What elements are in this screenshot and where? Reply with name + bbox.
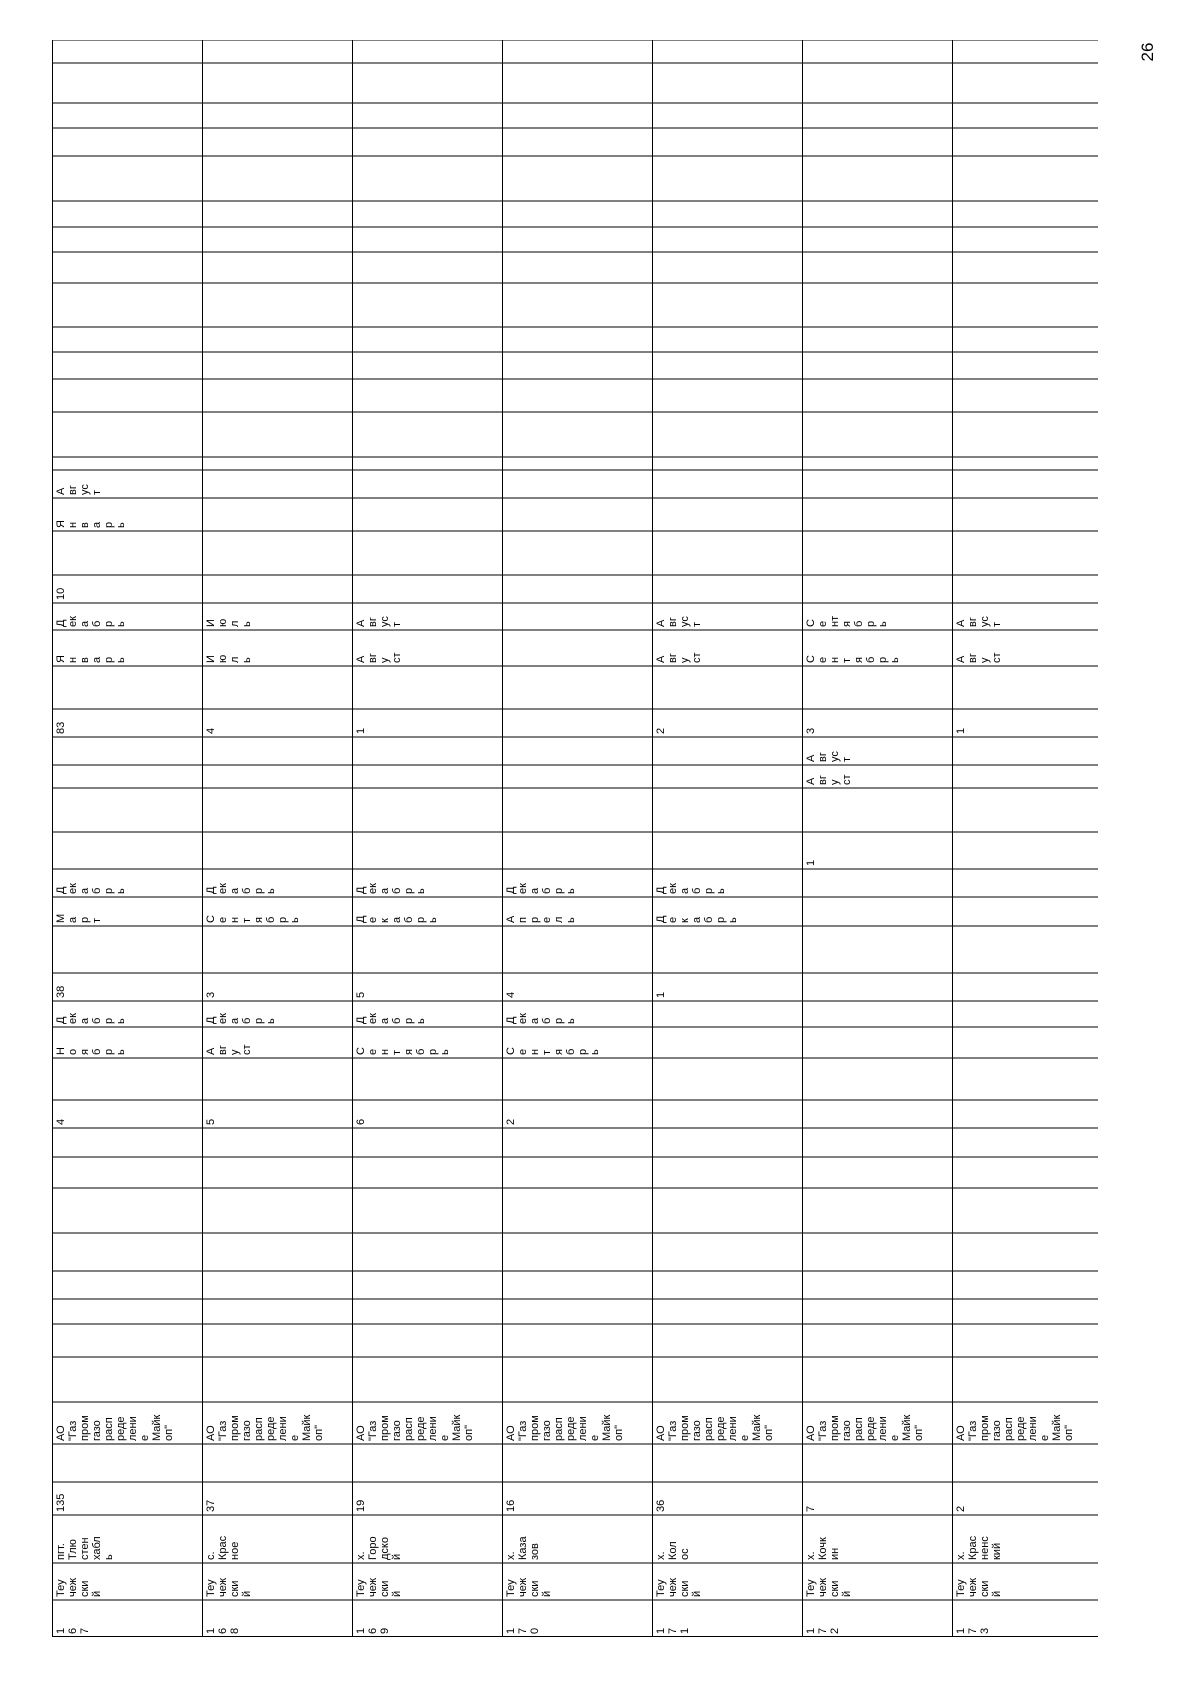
- table-cell: А вг у ст: [805, 774, 853, 785]
- table-cell: АО "Газ пром газо расп реде лени е Майк оп": [505, 1414, 625, 1441]
- table-cell: 4: [505, 991, 517, 998]
- table-cell: С е н т я б р ь: [505, 1047, 601, 1055]
- table-cell: 38: [55, 985, 67, 998]
- table-cell: 37: [205, 1499, 217, 1512]
- table-cell: 4: [205, 727, 217, 734]
- table-cell: А вг ус т: [655, 616, 703, 627]
- table-cell: 1 6 7: [55, 1627, 91, 1634]
- table-cell: 1 7 1: [655, 1627, 691, 1634]
- table-cell: 16: [505, 1499, 517, 1512]
- table-cell: 1: [955, 727, 967, 734]
- table-cell: 5: [205, 1118, 217, 1125]
- table-cell: 1 7 2: [805, 1627, 841, 1634]
- table-cell: 135: [55, 1493, 67, 1512]
- table-cell: Д ек а б р ь: [55, 883, 127, 894]
- table-cell: С е н т я б р ь: [805, 655, 901, 663]
- table-cell: 1: [355, 727, 367, 734]
- table-cell: А вг ус т: [805, 751, 853, 762]
- table-cell: Д ек а б р ь: [355, 1013, 427, 1024]
- table-cell: 1 7 0: [505, 1627, 541, 1634]
- table-cell: А вг ус т: [55, 484, 103, 495]
- table-cell: Теу чеж ски й: [55, 1577, 103, 1597]
- table-cell: 5: [355, 991, 367, 998]
- table-cell: Д ек а б р ь: [205, 883, 277, 894]
- table-cell: Д ек а б р ь: [655, 883, 727, 894]
- table-cell: С е н т я б р ь: [355, 1047, 451, 1055]
- table-cell: 1: [805, 859, 817, 866]
- table-cell: С е нт я б р ь: [805, 615, 889, 627]
- table-cell: АО "Газ пром газо расп реде лени е Майк оп": [955, 1414, 1075, 1441]
- table-cell: Д е к а б р ь: [355, 915, 439, 923]
- table-cell: А вг ус т: [355, 616, 403, 627]
- table-cell: х. Каза зов: [505, 1536, 541, 1560]
- table-cell: 6: [355, 1118, 367, 1125]
- table-cell: 2: [505, 1118, 517, 1125]
- table-cell: Д ек а б р ь: [505, 883, 577, 894]
- table-cell: А вг ус т: [955, 616, 1003, 627]
- table-cell: 4: [55, 1118, 67, 1125]
- page-number: 26: [1138, 42, 1157, 62]
- table-cell: х. Крас ненс кий: [955, 1535, 1003, 1560]
- table-cell: Я н в а р ь: [55, 655, 127, 663]
- table-cell: 7: [805, 1505, 817, 1512]
- table-cell: АО "Газ пром газо расп реде лени е Майк оп": [205, 1414, 325, 1441]
- table-cell: х. Кол ос: [655, 1541, 691, 1560]
- table-cell: И ю л ь: [205, 618, 253, 627]
- table-cell: 1: [655, 991, 667, 998]
- table-cell: АО "Газ пром газо расп реде лени е Майк оп": [55, 1414, 175, 1441]
- table-cell: 36: [655, 1499, 667, 1512]
- table-cell: АО "Газ пром газо расп реде лени е Майк оп": [355, 1414, 475, 1441]
- table-grid: [52, 40, 1098, 1637]
- table-cell: Д ек а б р ь: [55, 1013, 127, 1024]
- table-cell: х. Горо дско й: [355, 1536, 403, 1560]
- table-cell: Теу чеж ски й: [655, 1577, 703, 1597]
- table-cell: 3: [805, 727, 817, 734]
- table-cell: Теу чеж ски й: [505, 1577, 553, 1597]
- table-cell: Я н в а р ь: [55, 520, 127, 528]
- table-cell: Д ек а б р ь: [205, 1013, 277, 1024]
- table-cell: Д ек а б р ь: [55, 616, 127, 627]
- table-cell: 1 6 8: [205, 1627, 241, 1634]
- table-cell: Теу чеж ски й: [805, 1577, 853, 1597]
- table-cell: 2: [655, 727, 667, 734]
- table-cell: 1 7 3: [955, 1627, 991, 1634]
- table-cell: Теу чеж ски й: [205, 1577, 253, 1597]
- table-cell: х. Кочк ин: [805, 1537, 841, 1560]
- table-cell: 10: [55, 587, 67, 600]
- table-cell: пгт. Тлю стен хабл ь: [55, 1536, 115, 1560]
- table-cell: И ю л ь: [205, 654, 253, 663]
- table-cell: Н о я б р ь: [55, 1047, 127, 1055]
- table-cell: А вг у ст: [355, 652, 403, 663]
- table-cell: 3: [205, 991, 217, 998]
- table-cell: АО "Газ пром газо расп реде лени е Майк оп": [805, 1414, 925, 1441]
- table-cell: с. Крас ное: [205, 1535, 241, 1560]
- table-cell: С е н т я б р ь: [205, 915, 301, 923]
- table-cell: 2: [955, 1505, 967, 1512]
- table-cell: Д ек а б р ь: [505, 1013, 577, 1024]
- table-cell: АО "Газ пром газо расп реде лени е Майк оп": [655, 1414, 775, 1441]
- table-cell: А вг у ст: [955, 652, 1003, 663]
- table-cell: 1 6 9: [355, 1627, 391, 1634]
- table-cell: 83: [55, 721, 67, 734]
- table-cell: 19: [355, 1499, 367, 1512]
- table-cell: А п р е л ь: [505, 915, 577, 923]
- rotated-data-table: [52, 40, 1098, 1637]
- table-cell: М а р т: [55, 913, 103, 923]
- table-cell: Теу чеж ски й: [355, 1577, 403, 1597]
- table-cell: А вг у ст: [205, 1044, 253, 1055]
- table-cell: А вг у ст: [655, 652, 703, 663]
- table-cell: Д ек а б р ь: [355, 883, 427, 894]
- table-cell: Теу чеж ски й: [955, 1577, 1003, 1597]
- table-cell: Д е к а б р ь: [655, 915, 739, 923]
